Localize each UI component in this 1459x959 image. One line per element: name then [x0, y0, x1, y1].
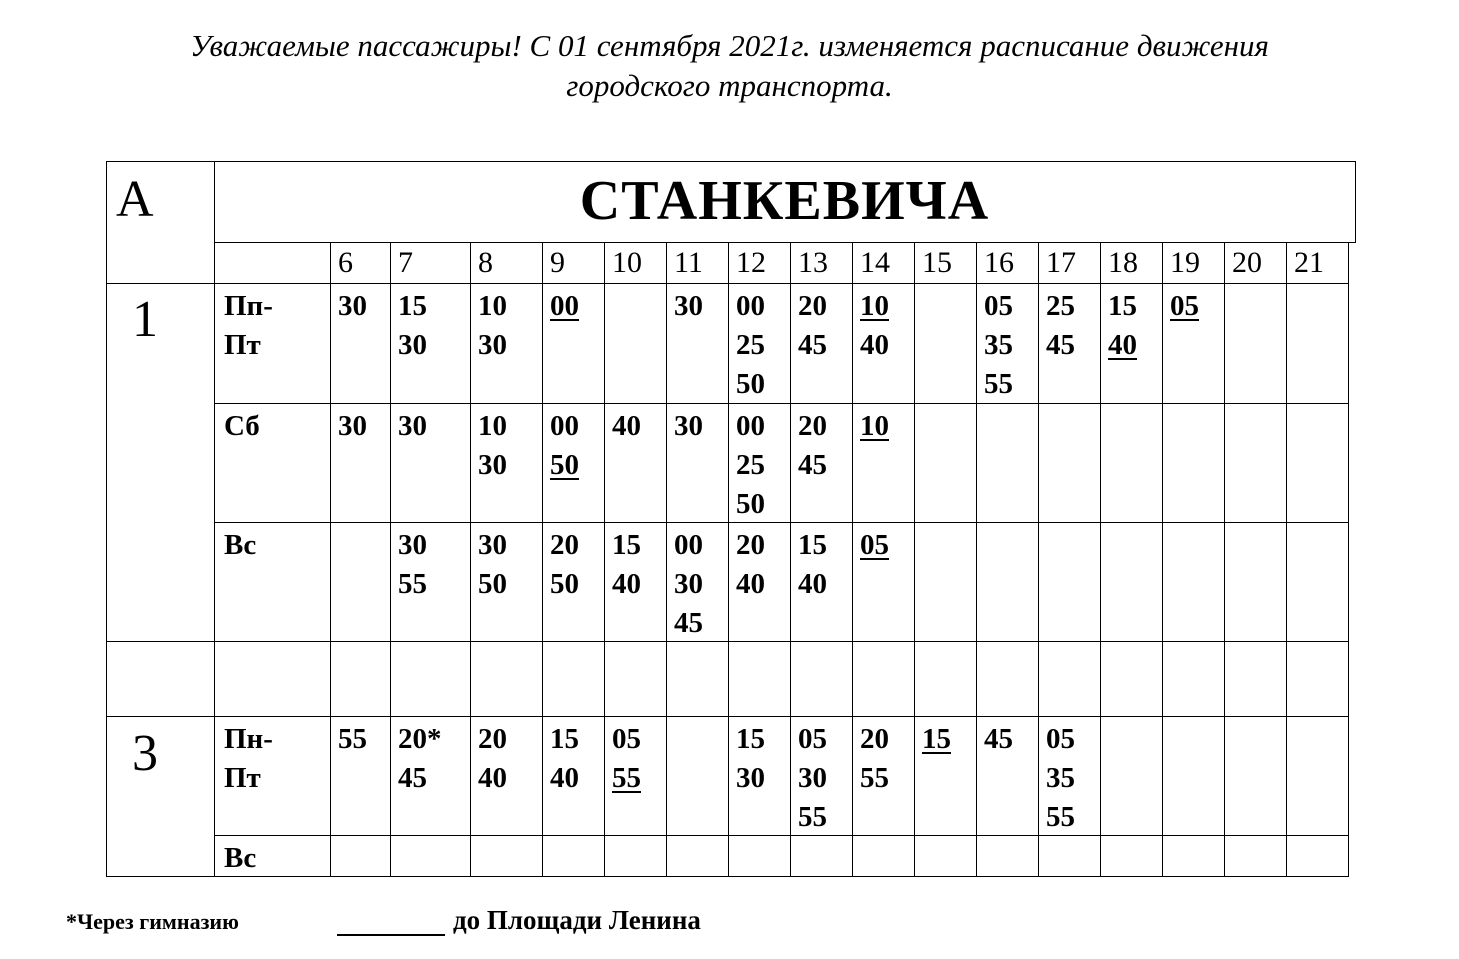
departure-time: 35 — [1046, 762, 1075, 794]
departure-time: 40 — [612, 568, 641, 600]
schedule-cell — [398, 526, 427, 604]
departure-time: 40 — [612, 410, 641, 442]
day-type-text: Пт — [224, 762, 261, 794]
schedule-cell — [674, 287, 703, 326]
departure-time: 25 — [736, 449, 765, 481]
hour-column-line — [330, 242, 331, 877]
schedule-cell — [798, 720, 827, 837]
day-type-text: Пп- — [224, 290, 273, 322]
departure-time: 20 — [478, 723, 507, 755]
departure-time: 30 — [478, 529, 507, 561]
departure-time-underlined: 55 — [612, 762, 641, 794]
departure-time: 55 — [338, 723, 367, 755]
schedule-cell — [736, 720, 765, 798]
departure-time: 35 — [984, 329, 1013, 361]
departure-time: 45 — [1046, 329, 1075, 361]
departure-time: 20 — [860, 723, 889, 755]
departure-time: 40 — [736, 568, 765, 600]
departure-time: 50 — [550, 568, 579, 600]
hour-label: 19 — [1170, 246, 1200, 279]
departure-time: 20 — [736, 529, 765, 561]
departure-time: 30 — [478, 449, 507, 481]
schedule-cell — [550, 407, 579, 485]
schedule-cell — [338, 720, 367, 759]
departure-time: 05 — [612, 723, 641, 755]
departure-time: 30 — [798, 762, 827, 794]
schedule-cell — [860, 720, 889, 798]
schedule-cell — [612, 526, 641, 604]
schedule-cell — [1046, 720, 1075, 837]
title-right-border — [1355, 161, 1356, 243]
schedule-cell — [798, 526, 827, 604]
schedule-cell — [1108, 287, 1137, 365]
schedule-cell — [612, 720, 641, 798]
departure-time: 45 — [798, 449, 827, 481]
hour-label: 15 — [922, 246, 952, 279]
table-left-border — [106, 161, 107, 877]
day-type-text: Пт — [224, 329, 261, 361]
day-type-label — [224, 720, 273, 798]
hour-column-line — [666, 242, 667, 877]
departure-time: 15 — [612, 529, 641, 561]
stop-title: СТАНКЕВИЧА — [579, 170, 990, 232]
hour-label: 14 — [860, 246, 890, 279]
schedule-cell — [398, 407, 427, 446]
hour-label: 21 — [1294, 246, 1324, 279]
day-type-text: Сб — [224, 410, 260, 442]
label-column-border — [214, 161, 215, 877]
departure-time: 00 — [736, 290, 765, 322]
hour-label: 13 — [798, 246, 828, 279]
departure-time: 50 — [478, 568, 507, 600]
departure-time: 40 — [550, 762, 579, 794]
departure-time: 00 — [550, 410, 579, 442]
departure-time: 10 — [478, 290, 507, 322]
day-type-text: Вс — [224, 529, 257, 561]
hour-column-line — [1224, 242, 1225, 877]
hour-label: 6 — [338, 246, 353, 279]
departure-time: 30 — [398, 329, 427, 361]
departure-time: 00 — [674, 529, 703, 561]
departure-time-underlined: 50 — [550, 449, 579, 481]
day-type-text: Вс — [224, 842, 257, 874]
hour-label: 20 — [1232, 246, 1262, 279]
day-type-label — [224, 526, 256, 565]
departure-time: 30 — [736, 762, 765, 794]
departure-time-underlined: 05 — [1170, 290, 1199, 322]
schedule-cell — [736, 287, 765, 404]
hour-column-line — [1038, 242, 1039, 877]
departure-time: 15 — [550, 723, 579, 755]
departure-time: 15 — [736, 723, 765, 755]
departure-time: 30 — [338, 290, 367, 322]
hour-column-line — [914, 242, 915, 877]
departure-time: 20 — [798, 290, 827, 322]
departure-time: 20 — [798, 410, 827, 442]
departure-time: 50 — [736, 488, 765, 520]
hour-label: 10 — [612, 246, 642, 279]
schedule-cell — [1170, 287, 1199, 326]
hour-column-line — [542, 242, 543, 877]
schedule-cell — [674, 526, 703, 643]
departure-time: 45 — [398, 762, 427, 794]
schedule-cell — [478, 526, 507, 604]
day-type-text: Пн- — [224, 723, 273, 755]
schedule-cell — [550, 287, 579, 326]
schedule-cell — [612, 407, 641, 446]
schedule-cell — [798, 287, 827, 365]
departure-time: 30 — [478, 329, 507, 361]
schedule-cell — [550, 720, 579, 798]
departure-time: 55 — [984, 368, 1013, 400]
hour-column-line — [1348, 242, 1349, 877]
schedule-cell — [338, 287, 367, 326]
departure-time-underlined: 00 — [550, 290, 579, 322]
departure-time: 50 — [736, 368, 765, 400]
route-number: 1 — [132, 291, 158, 348]
departure-time: 20 — [550, 529, 579, 561]
departure-time: 05 — [798, 723, 827, 755]
schedule-cell — [478, 720, 507, 798]
hour-label: 16 — [984, 246, 1014, 279]
departure-time: 40 — [798, 568, 827, 600]
schedule-cell — [736, 407, 765, 524]
hour-label: 11 — [674, 246, 703, 279]
notice-text — [0, 26, 1459, 106]
departure-time-underlined: 15 — [922, 723, 951, 755]
hour-column-line — [1100, 242, 1101, 877]
hour-column-line — [790, 242, 791, 877]
departure-time: 20* — [398, 723, 442, 755]
departure-time: 45 — [984, 723, 1013, 755]
schedule-cell — [798, 407, 827, 485]
day-type-label — [224, 839, 256, 878]
departure-time-underlined: 40 — [1108, 329, 1137, 361]
schedule-cell — [674, 407, 703, 446]
row-line — [214, 835, 1349, 836]
row-line — [214, 522, 1349, 523]
notice-line-2: городского транспорта. — [566, 68, 893, 103]
departure-time: 15 — [1108, 290, 1137, 322]
departure-time: 10 — [478, 410, 507, 442]
departure-time: 45 — [798, 329, 827, 361]
schedule-cell — [860, 287, 889, 365]
departure-time: 55 — [798, 801, 827, 833]
hour-label: 7 — [398, 246, 413, 279]
schedule-cell — [398, 287, 427, 365]
hour-column-line — [470, 242, 471, 877]
footnote: *Через гимназию — [66, 909, 239, 934]
departure-time: 30 — [398, 410, 427, 442]
day-type-label — [224, 287, 273, 365]
schedule-cell — [478, 287, 507, 365]
departure-time: 30 — [674, 290, 703, 322]
departure-time: 45 — [674, 607, 703, 639]
departure-time-underlined: 10 — [860, 410, 889, 442]
departure-time: 30 — [398, 529, 427, 561]
schedule-cell — [860, 407, 889, 446]
departure-time: 30 — [674, 410, 703, 442]
route-number: 3 — [132, 725, 158, 782]
schedule-cell — [922, 720, 951, 759]
hour-label: 17 — [1046, 246, 1076, 279]
departure-time-underlined: 05 — [860, 529, 889, 561]
departure-time: 00 — [736, 410, 765, 442]
departure-time: 15 — [798, 529, 827, 561]
legend-underline-sample — [337, 934, 445, 936]
hour-column-line — [1162, 242, 1163, 877]
schedule-cell — [860, 526, 889, 565]
schedule-cell — [398, 720, 442, 798]
departure-time: 05 — [984, 290, 1013, 322]
departure-time: 25 — [1046, 290, 1075, 322]
departure-time: 40 — [478, 762, 507, 794]
hour-column-line — [390, 242, 391, 877]
schedule-cell — [984, 720, 1013, 759]
hour-column-line — [1286, 242, 1287, 877]
hour-column-line — [604, 242, 605, 877]
schedule-cell — [550, 526, 579, 604]
departure-time: 15 — [398, 290, 427, 322]
departure-time: 55 — [860, 762, 889, 794]
schedule-cell — [338, 407, 367, 446]
hour-label: 12 — [736, 246, 766, 279]
schedule-cell — [736, 526, 765, 604]
schedule-cell — [984, 287, 1013, 404]
schedule-cell — [478, 407, 507, 485]
schedule-cell — [1046, 287, 1075, 365]
departure-time: 40 — [860, 329, 889, 361]
corner-letter: А — [116, 171, 154, 228]
hour-label: 9 — [550, 246, 565, 279]
departure-time: 30 — [338, 410, 367, 442]
departure-time: 30 — [674, 568, 703, 600]
hour-column-line — [728, 242, 729, 877]
day-type-label — [224, 407, 260, 446]
hour-column-line — [852, 242, 853, 877]
hour-column-line — [976, 242, 977, 877]
departure-time: 55 — [398, 568, 427, 600]
hour-label: 8 — [478, 246, 493, 279]
legend-text: до Площади Ленина — [453, 905, 701, 935]
notice-line-1: Уважаемые пассажиры! С 01 сентября 2021г. изменяется расписание движения — [190, 28, 1269, 63]
departure-time: 55 — [1046, 801, 1075, 833]
hour-label: 18 — [1108, 246, 1138, 279]
row-line — [214, 403, 1349, 404]
departure-time: 05 — [1046, 723, 1075, 755]
departure-time: 25 — [736, 329, 765, 361]
departure-time-underlined: 10 — [860, 290, 889, 322]
